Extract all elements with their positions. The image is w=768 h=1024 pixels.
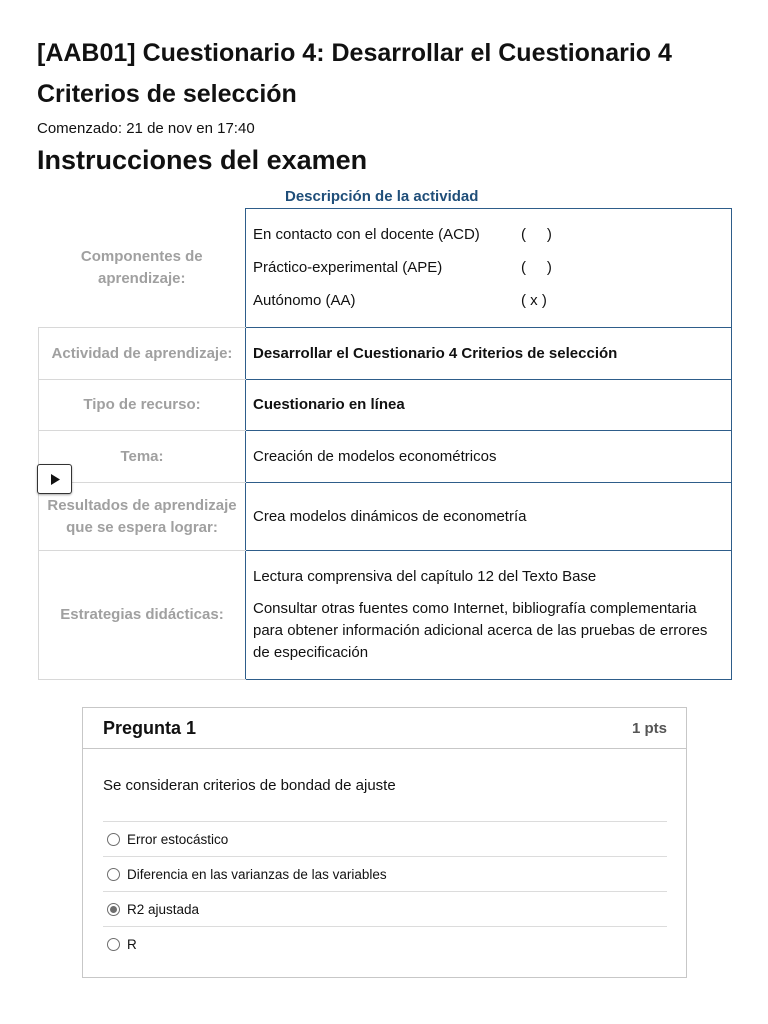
component-mark: ( ): [521, 259, 552, 276]
strategies-value: [246, 551, 732, 680]
component-mark: ( ): [521, 226, 552, 243]
question-text: Se consideran criterios de bondad de ajuste: [103, 777, 396, 794]
activity-value: Desarrollar el Cuestionario 4 Criterios de selección: [246, 328, 732, 380]
answer-label: R: [127, 936, 137, 952]
answer-option[interactable]: [103, 821, 667, 856]
media-play-button[interactable]: [37, 464, 72, 494]
components-label: Componentes de aprendizaje:: [39, 209, 246, 328]
answer-option[interactable]: [103, 926, 667, 961]
component-mark: ( x ): [521, 292, 547, 309]
activity-description-table: [38, 208, 732, 680]
topic-value: Creación de modelos econométricos: [246, 431, 732, 483]
question-title: Pregunta 1: [103, 717, 197, 738]
question-header: [83, 708, 686, 749]
strategy-item: Consultar otras fuentes como Internet, bibliografía complementaria para obtener información adicional acerca de las pruebas de errores de especificación: [253, 600, 708, 661]
radio-button[interactable]: [107, 833, 120, 846]
outcomes-label: Resultados de aprendizaje que se espera lograr:: [39, 483, 246, 551]
components-value: [246, 209, 732, 328]
question-points: 1 pts: [631, 719, 667, 737]
answer-list: [103, 821, 667, 961]
instructions-heading: Instrucciones del examen: [37, 145, 368, 175]
strategies-label: Estrategias didácticas:: [39, 551, 246, 680]
component-row: [253, 285, 725, 318]
question-card: [82, 707, 687, 978]
strategy-item: Lectura comprensiva del capítulo 12 del Texto Base: [253, 568, 597, 585]
resource-label: Tipo de recurso:: [39, 380, 246, 431]
radio-button[interactable]: [107, 903, 120, 916]
radio-button[interactable]: [107, 938, 120, 951]
answer-label: R2 ajustada: [127, 901, 200, 917]
answer-option[interactable]: [103, 856, 667, 891]
component-row: [253, 219, 725, 252]
page-title: [AAB01] Cuestionario 4: Desarrollar el Cuestionario 4 Criterios de selección: [37, 39, 672, 108]
activity-description-title: Descripción de la actividad: [285, 188, 479, 205]
radio-button[interactable]: [107, 868, 120, 881]
activity-label: Actividad de aprendizaje:: [39, 328, 246, 380]
component-name: En contacto con el docente (ACD): [253, 226, 480, 243]
play-icon: [50, 474, 60, 485]
component-row: [253, 252, 725, 285]
component-name: Práctico-experimental (APE): [253, 259, 443, 276]
start-time: Comenzado: 21 de nov en 17:40: [37, 120, 255, 137]
answer-option[interactable]: [103, 891, 667, 926]
topic-label: Tema:: [39, 431, 246, 483]
answer-label: Error estocástico: [127, 831, 229, 847]
outcomes-value: Crea modelos dinámicos de econometría: [246, 483, 732, 551]
component-name: Autónomo (AA): [253, 292, 356, 309]
answer-label: Diferencia en las varianzas de las variables: [127, 866, 387, 882]
resource-value: Cuestionario en línea: [246, 380, 732, 431]
